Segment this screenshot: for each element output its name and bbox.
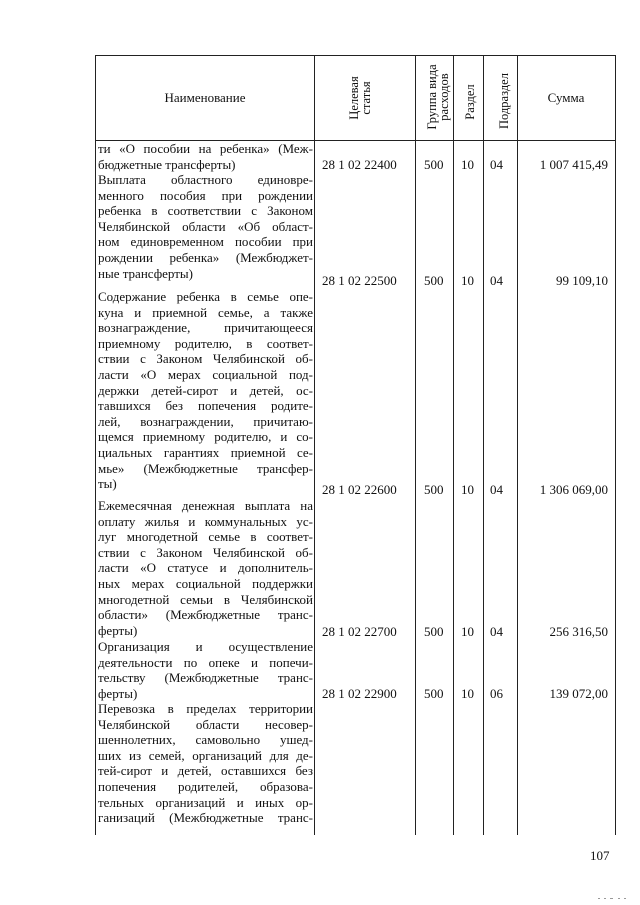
row-subsection: 04 bbox=[490, 273, 503, 288]
description-line: Организация и осуществление bbox=[98, 639, 313, 654]
description-line: многодетной семьи в Челябинской bbox=[98, 591, 313, 607]
row-section: 10 bbox=[461, 482, 474, 497]
description-line: Выплата областного единовре- bbox=[98, 172, 313, 187]
row-section: 10 bbox=[461, 624, 474, 639]
header-sum-text: Сумма bbox=[547, 90, 585, 105]
description-line: ших из семей, организаций для де- bbox=[98, 747, 313, 763]
description-line: ганизаций (Межбюджетные транс- bbox=[98, 810, 313, 826]
header-target-article-text: Целевая статья bbox=[347, 76, 373, 120]
description-line: тавшихся без попечения родите- bbox=[98, 398, 313, 414]
row-section: 10 bbox=[461, 273, 474, 288]
description-line: Челябинской области «Об област- bbox=[98, 218, 313, 234]
description-line: тей-сирот и детей, оставшихся без bbox=[98, 763, 313, 779]
row-expense-group: 500 bbox=[424, 686, 444, 701]
description-line: ти «О пособии на ребенка» (Меж- bbox=[98, 141, 313, 156]
row-description bbox=[98, 172, 313, 281]
row-subsection: 04 bbox=[490, 482, 503, 497]
description-line: ферты) bbox=[98, 622, 138, 638]
row-description bbox=[98, 701, 313, 826]
description-line: Содержание ребенка в семье опе- bbox=[98, 289, 313, 304]
row-description bbox=[98, 639, 313, 701]
header-section bbox=[456, 62, 484, 142]
column-divider bbox=[314, 55, 315, 835]
header-name-text: Наименование bbox=[164, 90, 246, 105]
row-target-article: 28 1 02 22500 bbox=[322, 273, 397, 288]
row-expense-group: 500 bbox=[424, 624, 444, 639]
description-line: Челябинской области несовер- bbox=[98, 716, 313, 732]
description-line: циальных гарантиях приемной се- bbox=[98, 444, 313, 460]
description-line: ласти «О статусе и дополнитель- bbox=[98, 560, 313, 576]
table-border-left bbox=[95, 55, 96, 835]
column-divider bbox=[415, 55, 416, 835]
column-divider bbox=[483, 55, 484, 835]
row-description bbox=[98, 289, 313, 492]
description-line: тельству (Межбюджетные транс- bbox=[98, 670, 313, 686]
header-section-text: Раздел bbox=[463, 84, 477, 120]
description-line: попечения родителей, образова- bbox=[98, 778, 313, 794]
description-line: Ежемесячная денежная выплата на bbox=[98, 498, 313, 513]
row-target-article: 28 1 02 22600 bbox=[322, 482, 397, 497]
description-line: ты) bbox=[98, 476, 117, 492]
table-border-right bbox=[615, 55, 616, 835]
description-line: ребенка в соответствии с Законом bbox=[98, 203, 313, 219]
description-line: держки детей-сирот и детей, ос- bbox=[98, 382, 313, 398]
row-section: 10 bbox=[461, 686, 474, 701]
description-line: области» (Межбюджетные транс- bbox=[98, 607, 313, 623]
row-description bbox=[98, 141, 313, 172]
header-sum bbox=[518, 56, 614, 140]
column-divider bbox=[517, 55, 518, 835]
description-line: лей, вознаграждении, причитаю- bbox=[98, 413, 313, 429]
description-line: ных мерах социальной поддержки bbox=[98, 575, 313, 591]
header-name bbox=[96, 56, 314, 140]
row-sum: 139 072,00 bbox=[549, 686, 608, 701]
row-sum: 256 316,50 bbox=[549, 624, 608, 639]
description-line: деятельности по опеке и попечи- bbox=[98, 654, 313, 670]
row-section: 10 bbox=[461, 157, 474, 172]
description-line: бюджетные трансферты) bbox=[98, 156, 236, 172]
description-line: менного пособия при рождении bbox=[98, 187, 313, 203]
row-subsection: 04 bbox=[490, 624, 503, 639]
row-target-article: 28 1 02 22400 bbox=[322, 157, 397, 172]
description-line: ствии с Законом Челябинской об- bbox=[98, 544, 313, 560]
row-sum: 1 306 069,00 bbox=[539, 482, 608, 497]
header-subsection bbox=[489, 61, 519, 141]
row-sum: 99 109,10 bbox=[556, 273, 608, 288]
header-target-article bbox=[340, 59, 380, 137]
row-description bbox=[98, 498, 313, 638]
description-line: оплату жилья и коммунальных ус- bbox=[98, 513, 313, 529]
header-subsection-text: Подраздел bbox=[497, 73, 511, 129]
description-line: луг многодетной семье в соответ- bbox=[98, 529, 313, 545]
description-line: рождении ребенка» (Межбюджет- bbox=[98, 249, 313, 265]
row-subsection: 06 bbox=[490, 686, 503, 701]
row-expense-group: 500 bbox=[424, 273, 444, 288]
description-line: Перевозка в пределах территории bbox=[98, 701, 313, 716]
description-line: приемному родителю, в соответ- bbox=[98, 335, 313, 351]
description-line: шеннолетних, самовольно ушед- bbox=[98, 732, 313, 748]
page-number: 107 bbox=[590, 848, 610, 863]
description-line: ферты) bbox=[98, 685, 138, 701]
row-expense-group: 500 bbox=[424, 157, 444, 172]
row-target-article: 28 1 02 22700 bbox=[322, 624, 397, 639]
description-line: куна и приемной семье, а также bbox=[98, 304, 313, 320]
description-line: ласти «О мерах социальной под- bbox=[98, 366, 313, 382]
header-expense-group bbox=[421, 57, 455, 137]
row-sum: 1 007 415,49 bbox=[539, 157, 608, 172]
description-line: ные трансферты) bbox=[98, 265, 193, 281]
row-target-article: 28 1 02 22900 bbox=[322, 686, 397, 701]
column-divider bbox=[453, 55, 454, 835]
scan-specks bbox=[598, 897, 628, 900]
description-line: ствии с Законом Челябинской об- bbox=[98, 351, 313, 367]
row-subsection: 04 bbox=[490, 157, 503, 172]
description-line: вознаграждение, причитающееся bbox=[98, 320, 313, 336]
description-line: мье» (Межбюджетные трансфер- bbox=[98, 460, 313, 476]
header-expense-group-text: Группа вида расходов bbox=[425, 64, 451, 130]
row-expense-group: 500 bbox=[424, 482, 444, 497]
description-line: тельных организаций и иных ор- bbox=[98, 794, 313, 810]
description-line: щемся приемному родителю, и со- bbox=[98, 429, 313, 445]
description-line: ном единовременном пособии при bbox=[98, 234, 313, 250]
